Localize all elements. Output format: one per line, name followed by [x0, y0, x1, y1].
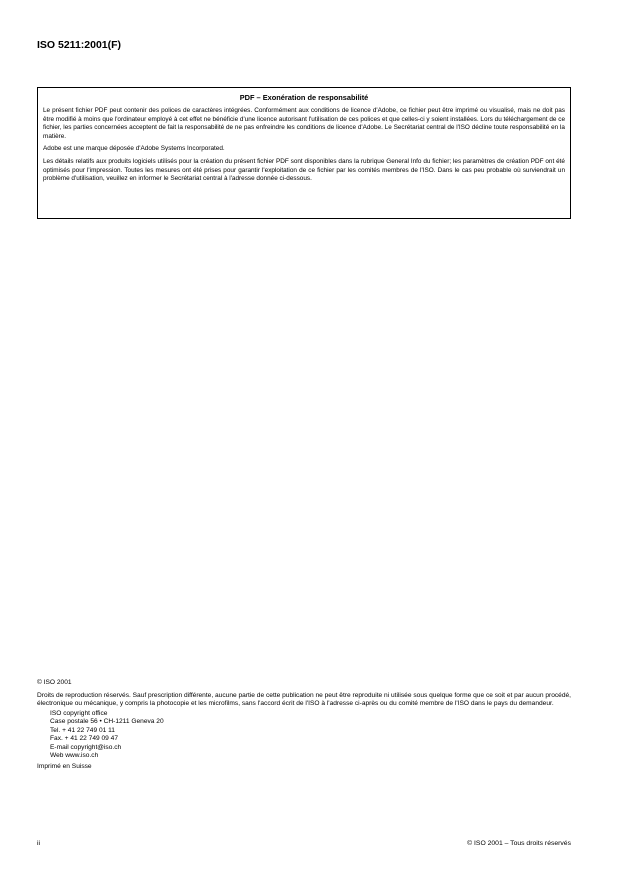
disclaimer-paragraph: Les détails relatifs aux produits logiciels utilisés pour la création du présent fichier PDF sont disponibles dans la rubrique General Info du fichier; les paramètres de création PDF ont été optimisés pour l'impression. Toutes les mesures ont été prises pour garantir l'exploitation de ce fichier par les comités membres de l'ISO. Dans le cas peu probable où surviendrait un problème d'utilisation, veuillez en informer le Secrétariat central à l'adresse donnée ci-dessous.: [43, 157, 565, 183]
disclaimer-title: PDF – Exonération de responsabilité: [239, 93, 369, 102]
copyright-rights-text: Droits de reproduction réservés. Sauf prescription différente, aucune partie de cette publication ne peut être reproduite ni utilisée sous quelque forme que ce soit et par aucun procédé, électronique ou mécanique, y compris la photocopie et les microfilms, sans l'accord écrit de l'ISO à l'adresse ci-après ou du comité membre de l'ISO dans le pays du demandeur.: [37, 691, 571, 707]
address-line: ISO copyright office: [50, 709, 108, 717]
document-id: ISO 5211:2001(F): [37, 39, 122, 51]
pdf-disclaimer-box: [37, 87, 571, 219]
page-number: ii: [37, 840, 41, 847]
address-line: E-mail copyright@iso.ch: [50, 743, 122, 751]
disclaimer-paragraph: Adobe est une marque déposée d'Adobe Systems Incorporated.: [43, 145, 225, 153]
address-line: Case postale 56 • CH-1211 Geneva 20: [50, 718, 164, 725]
address-line: Tel. + 41 22 749 01 11: [50, 726, 115, 734]
printed-in-line: Imprimé en Suisse: [37, 762, 92, 770]
copyright-block: [37, 679, 571, 771]
address-line: Fax. + 41 22 749 09 47: [50, 735, 119, 742]
footer-rights-notice: © ISO 2001 – Tous droits réservés: [467, 840, 571, 847]
copyright-symbol-line: © ISO 2001: [37, 679, 72, 686]
copyright-office-address: [37, 710, 571, 761]
address-line: Web www.iso.ch: [50, 752, 99, 759]
disclaimer-paragraph: Le présent fichier PDF peut contenir des polices de caractères intégrées. Conformément aux conditions de licence d'Adobe, ce fichier peut être imprimé ou visualisé, mais ne doit pas être modifié à moins que l'ordinateur employé à cet effet ne bénéficie d'une licence autorisant l'utilisation de ces polices et que celles-ci y soient installées. Lors du téléchargement de ce fichier, les parties concernées acceptent de fait la responsabilité de ne pas enfreindre les conditions de licence d'Adobe. Le Secrétariat central de l'ISO décline toute responsabilité en la matière.: [43, 107, 565, 140]
